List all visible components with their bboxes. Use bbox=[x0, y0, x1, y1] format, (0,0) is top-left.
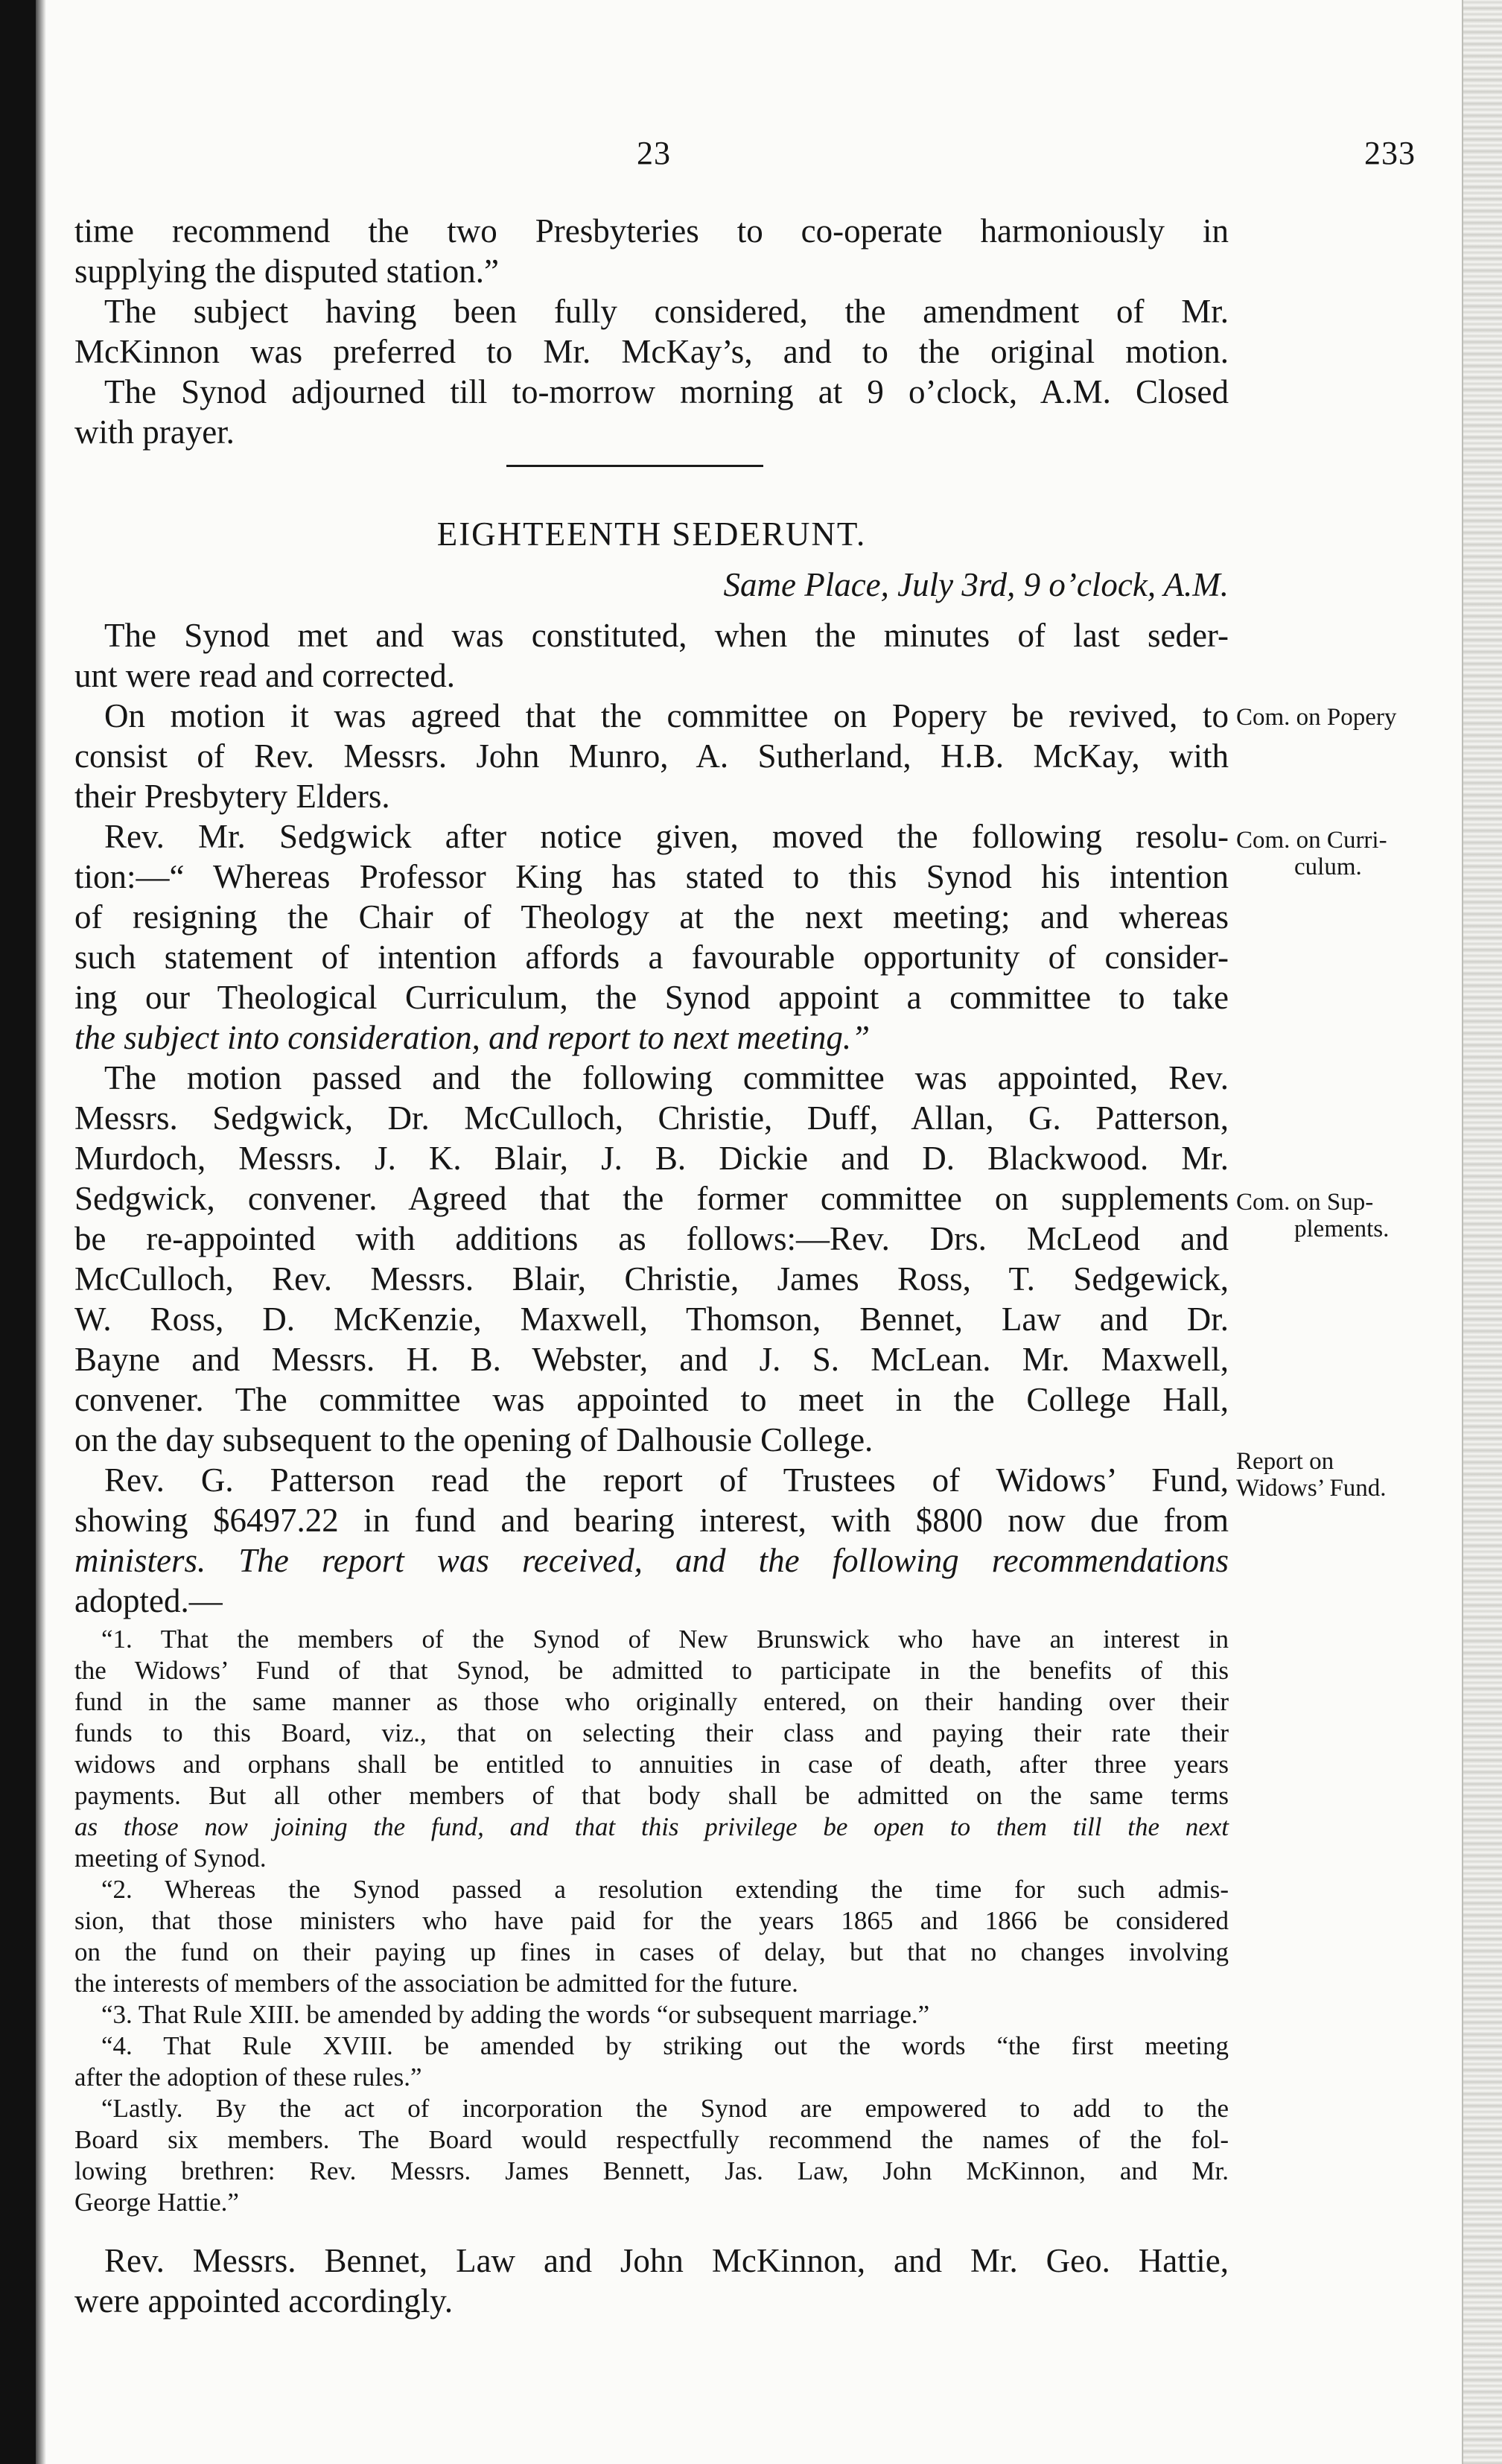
page-number-right: 233 bbox=[1364, 135, 1416, 171]
text-line: of resigning the Chair of Theology at the next meeting; and whereas bbox=[74, 898, 1229, 936]
margin-note-popery: Com. on Popery bbox=[1236, 704, 1397, 731]
text-line: consist of Rev. Messrs. John Munro, A. Sutherland, H.B. McKay, with bbox=[74, 737, 1229, 775]
margin-note-widows-fund bbox=[1236, 1448, 1463, 1502]
text-line: on the fund on their paying up fines in cases of delay, but that no changes involving bbox=[74, 1937, 1229, 1966]
section-dateline: Same Place, July 3rd, 9 o’clock, A.M. bbox=[723, 566, 1229, 603]
text-line: the subject into consideration, and report to next meeting.” bbox=[74, 1019, 871, 1056]
text-line: time recommend the two Presbyteries to co-operate harmoniously in bbox=[74, 212, 1229, 250]
text-line: W. Ross, D. McKenzie, Maxwell, Thomson, Bennet, Law and Dr. bbox=[74, 1301, 1229, 1338]
text-line: Murdoch, Messrs. J. K. Blair, J. B. Dickie and D. Blackwood. Mr. bbox=[74, 1140, 1229, 1177]
text-line: their Presbytery Elders. bbox=[74, 778, 390, 815]
text-line: “1. That the members of the Synod of New Brunswick who have an interest in bbox=[101, 1625, 1229, 1654]
text-line: George Hattie.” bbox=[74, 2188, 239, 2217]
section-heading: EIGHTEENTH SEDERUNT. bbox=[436, 515, 867, 553]
recommendations-block bbox=[74, 1624, 1229, 2218]
text-line: adopted.— bbox=[74, 1582, 223, 1619]
margin-note-line: Com. on Curri- bbox=[1236, 827, 1387, 854]
margin-note-line: Widows’ Fund. bbox=[1236, 1475, 1387, 1502]
text-line: “2. Whereas the Synod passed a resolution extending the time for such admis- bbox=[101, 1875, 1229, 1904]
body-text bbox=[74, 615, 1229, 1621]
text-line: Rev. G. Patterson read the report of Trustees of Widows’ Fund, bbox=[104, 1461, 1229, 1499]
text-line: The subject having been fully considered, the amendment of Mr. bbox=[104, 293, 1229, 330]
text-line: widows and orphans shall be entitled to annuities in case of death, after three years bbox=[74, 1750, 1229, 1779]
text-line: “Lastly. By the act of incorporation the Synod are empowered to add to the bbox=[101, 2094, 1229, 2123]
text-line: the interests of members of the association be admitted for the future. bbox=[74, 1969, 798, 1998]
binding-gutter bbox=[36, 0, 46, 2464]
text-line: with prayer. bbox=[74, 413, 235, 451]
margin-note-curriculum bbox=[1236, 827, 1463, 880]
text-line: after the adoption of these rules.” bbox=[74, 2063, 422, 2092]
text-line: supplying the disputed station.” bbox=[74, 253, 499, 290]
margin-note-line: plements. bbox=[1294, 1216, 1390, 1242]
text-line: as those now joining the fund, and that this privilege be open to them till the next bbox=[74, 1812, 1229, 1841]
text-line: The Synod met and was constituted, when the minutes of last seder- bbox=[104, 617, 1229, 654]
margin-note-line: Com. on Sup- bbox=[1236, 1189, 1374, 1216]
text-line: such statement of intention affords a favourable opportunity of consider- bbox=[74, 939, 1229, 976]
margin-note-line: culum. bbox=[1294, 854, 1362, 880]
intro-paragraph bbox=[74, 211, 1229, 452]
text-line: unt were read and corrected. bbox=[74, 657, 455, 694]
text-line: The Synod adjourned till to-morrow morning at 9 o’clock, A.M. Closed bbox=[104, 373, 1229, 410]
margin-note-line: Report on bbox=[1236, 1448, 1334, 1475]
section-divider bbox=[506, 465, 763, 467]
text-line: Rev. Messrs. Bennet, Law and John McKinnon, and Mr. Geo. Hattie, bbox=[104, 2242, 1229, 2279]
text-line: showing $6497.22 in fund and bearing interest, with $800 now due from bbox=[74, 1502, 1229, 1539]
text-line: tion:—“ Whereas Professor King has stated to this Synod his intention bbox=[74, 858, 1229, 895]
text-line: be re-appointed with additions as follows:—Rev. Drs. McLeod and bbox=[74, 1220, 1229, 1257]
text-line: funds to this Board, viz., that on selecting their class and paying their rate their bbox=[74, 1718, 1229, 1747]
text-line: The motion passed and the following committee was appointed, Rev. bbox=[104, 1059, 1229, 1096]
text-line: “3. That Rule XIII. be amended by adding the words “or subsequent marriage.” bbox=[101, 2000, 930, 2029]
text-line: Sedgwick, convener. Agreed that the former committee on supplements bbox=[74, 1180, 1229, 1217]
text-line: fund in the same manner as those who originally entered, on their handing over their bbox=[74, 1687, 1229, 1716]
text-line: were appointed accordingly. bbox=[74, 2282, 454, 2319]
text-line: payments. But all other members of that body shall be admitted on the same terms bbox=[74, 1781, 1229, 1810]
text-line: On motion it was agreed that the committee on Popery be revived, to bbox=[104, 697, 1229, 734]
text-line: Bayne and Messrs. H. B. Webster, and J. S. McLean. Mr. Maxwell, bbox=[74, 1341, 1229, 1378]
text-line: McCulloch, Rev. Messrs. Blair, Christie, James Ross, T. Sedgewick, bbox=[74, 1260, 1229, 1298]
page-number-left: 23 bbox=[637, 135, 671, 171]
text-line: “4. That Rule XVIII. be amended by striking out the words “the first meeting bbox=[101, 2031, 1229, 2060]
margin-note-supplements bbox=[1236, 1189, 1463, 1242]
text-line: sion, that those ministers who have paid for the years 1865 and 1866 be considered bbox=[74, 1906, 1229, 1935]
text-line: ministers. The report was received, and the following recommendations bbox=[74, 1542, 1229, 1579]
text-line: ing our Theological Curriculum, the Synod appoint a committee to take bbox=[74, 979, 1229, 1016]
text-line: lowing brethren: Rev. Messrs. James Bennett, Jas. Law, John McKinnon, and Mr. bbox=[74, 2156, 1229, 2185]
text-line: Messrs. Sedgwick, Dr. McCulloch, Christie, Duff, Allan, G. Patterson, bbox=[74, 1099, 1229, 1137]
page-edge bbox=[1462, 0, 1502, 2464]
text-line: the Widows’ Fund of that Synod, be admitted to participate in the benefits of this bbox=[74, 1656, 1229, 1685]
text-line: convener. The committee was appointed to meet in the College Hall, bbox=[74, 1381, 1229, 1418]
closing-paragraph bbox=[74, 2241, 1229, 2321]
text-line: Board six members. The Board would respectfully recommend the names of the fol- bbox=[74, 2125, 1229, 2154]
text-line: McKinnon was preferred to Mr. McKay’s, and to the original motion. bbox=[74, 333, 1229, 370]
text-line: on the day subsequent to the opening of Dalhousie College. bbox=[74, 1421, 873, 1458]
text-line: meeting of Synod. bbox=[74, 1844, 267, 1873]
text-line: Rev. Mr. Sedgwick after notice given, moved the following resolu- bbox=[104, 818, 1229, 855]
binding-shadow bbox=[0, 0, 36, 2464]
